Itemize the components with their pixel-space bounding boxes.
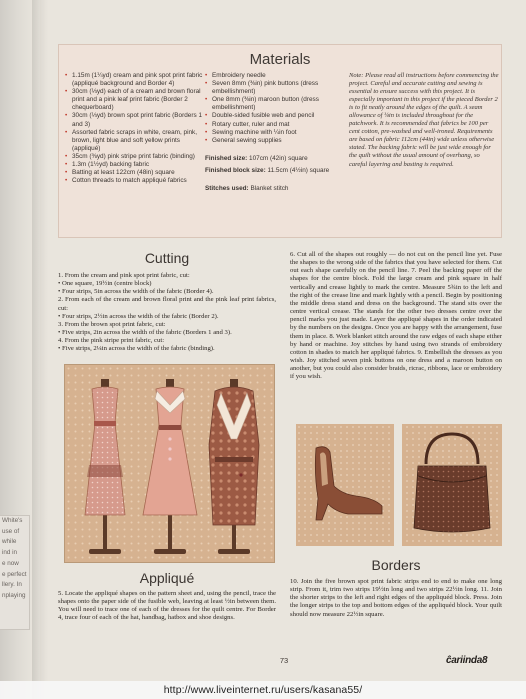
applique-heading: Appliqué (139, 570, 195, 586)
shoe-block (296, 424, 394, 546)
cutting-line: 4. From the pink stripe print fabric, cut: (58, 337, 165, 345)
material-item: • 35cm (⅜yd) pink stripe print fabric (binding) (65, 153, 203, 161)
cutting-line: 3. From the brown spot print fabric, cut: (58, 320, 166, 328)
material-item: • One 8mm (⅜in) maroon button (dress embellishment) (205, 96, 345, 112)
material-item: • Sewing machine with ¼in foot (205, 129, 345, 137)
material-item: • 30cm (⅓yd) each of a cream and brown floral print and a pink leaf print fabric (Border 2 chequerboard) (65, 88, 203, 112)
material-item: • Cotton threads to match appliqué fabrics (65, 177, 203, 185)
steps-6-to-9: 6. Cut all of the shapes out roughly — do not cut on the pencil line yet. Fuse the shapes to the wrong side of the fabrics that you have selected for them. Cut out each shape carefully on the pencil line. 7. Peel the backing paper off the shapes for the centre block. Fold the large cream and pink square in half vertically and crease lightly to mark the centre. Measure 5¾in to the left and the right of the crease line and mark lightly with a pencil. Begin by positioning the middle dress stand and dress on the background. The stand sits over the centre vertical crease. The stands for the other two dresses centre over the pencil marks you just made. Layer the appliqué shapes in the order indicated by the numbers on the designs. Once you are happy with the arrangement, fuse them in place. 8. Work blanket stitch around the raw edges of each shape either by hand or machine. Joy stitches by hand using two strands of embroidery cotton in shades to match her appliqué fabrics. 9. Embellish the dresses as you wish. Joy stitched seven pink buttons on one dress and a maroon button on another, but you could also consider braids, ricrac, ribbons, lace or embroidery if you wish. (290, 251, 502, 381)
material-item: • 30cm (⅓yd) brown spot print fabric (Borders 1 and 3) (65, 112, 203, 128)
cutting-line: • Four strips, 5in across the width of the fabric (Border 4). (58, 288, 214, 296)
materials-list-1 (65, 72, 203, 185)
cutting-heading: Cutting (144, 250, 190, 266)
materials-box (58, 44, 502, 238)
shoe-and-handbag-photos (296, 424, 502, 546)
material-item: • General sewing supplies (205, 137, 345, 145)
materials-list-2 (205, 72, 345, 193)
magazine-logo: ĉariinda8 (446, 655, 488, 666)
finished-size: Finished size: 107cm (42in) square (205, 154, 308, 162)
dress-applique-photo (64, 364, 275, 563)
stitches-used: Stitches used: Blanket stitch (205, 185, 289, 193)
material-item: • 1.15m (1¼yd) cream and pink spot print fabric (appliqué background and Border 4) (65, 72, 203, 88)
material-item: • Double-sided fusible web and pencil (205, 112, 345, 120)
material-item: • Rotary cutter, ruler and mat (205, 121, 345, 129)
material-item: • Batting at least 122cm (48in) square (65, 169, 203, 177)
materials-title: Materials (249, 51, 311, 68)
cutting-line: • Four strips, 2½in across the width of the fabric (Border 2). (58, 312, 219, 320)
facing-page-sidebar: White's use of while ind in e now e perfect llery. In nplaying (0, 515, 30, 630)
borders-heading: Borders (371, 557, 421, 573)
handbag-icon (414, 466, 490, 532)
material-item: • Assorted fabric scraps in white, cream, pink, brown, light blue and soft yellow prints (appliqué) (65, 129, 203, 153)
material-item: • Seven 8mm (⅜in) pink buttons (dress embellishment) (205, 80, 345, 96)
material-item: • Embroidery needle (205, 72, 345, 80)
finished-block-size: Finished block size: 11.5cm (4½in) square (205, 166, 330, 174)
cutting-line: 2. From each of the cream and brown floral print and the pink leaf print fabrics, cut: (58, 296, 276, 312)
materials-note: Note: Please read all instructions before commencing the project. Careful and accurate cutting and sewing is essential to ensure success with this project. It is especially important in this project if the pieced Border 2 is to fit neatly around the edges of the quilt. A seam allowance of ¼in is included throughout for the patchwork. It is recommended that fabrics be 100 per cent cotton, pre-washed and well-ironed. Requirements are based on fabric 112cm (44in) wide unless otherwise stated. The backing fabric will be just wide enough for the quilt without the usual amount of overhang, so careful layering and basting is required. (349, 72, 499, 168)
borders-instructions: 10. Join the five brown spot print fabric strips end to end to make one long strip. From it, trim two strips 19½in long and two strips 22½in long. 11. Join the shorter strips to the left and right edges of the appliquéd block. Press. Join the longer strips to the top and bottom edges of the appliquéd block. Your quilt should now measure 22½in square. (290, 578, 502, 618)
cutting-line: • Five strips, 2in across the width of the fabric (Borders 1 and 3). (58, 329, 232, 337)
source-watermark[interactable]: http://www.liveinternet.ru/users/kasana55/ (0, 681, 526, 699)
cutting-line: • Five strips, 2¼in across the width of the fabric (binding). (58, 345, 215, 353)
dress-forms-illustration (65, 365, 275, 563)
applique-instructions: 5. Locate the appliqué shapes on the pattern sheet and, using the pencil, trace the shapes onto the paper side of the fusible web, leaving at least ½in between them. You will need to trace one of each of the dresses for the quilt centre. For Border 4, trace four of each of the hat, handbag, hatbox and shoe designs. (58, 590, 276, 622)
shoe-handbag-illustration (296, 424, 502, 546)
cutting-instructions (58, 272, 276, 354)
page-number: 73 (279, 656, 289, 665)
gutter-shadow (32, 0, 48, 699)
material-item: • 1.3m (1½yd) backing fabric (65, 161, 203, 169)
cutting-line: 1. From the cream and pink spot print fabric, cut: (58, 272, 190, 279)
cutting-line: • One square, 19½in (centre block) (58, 280, 152, 288)
